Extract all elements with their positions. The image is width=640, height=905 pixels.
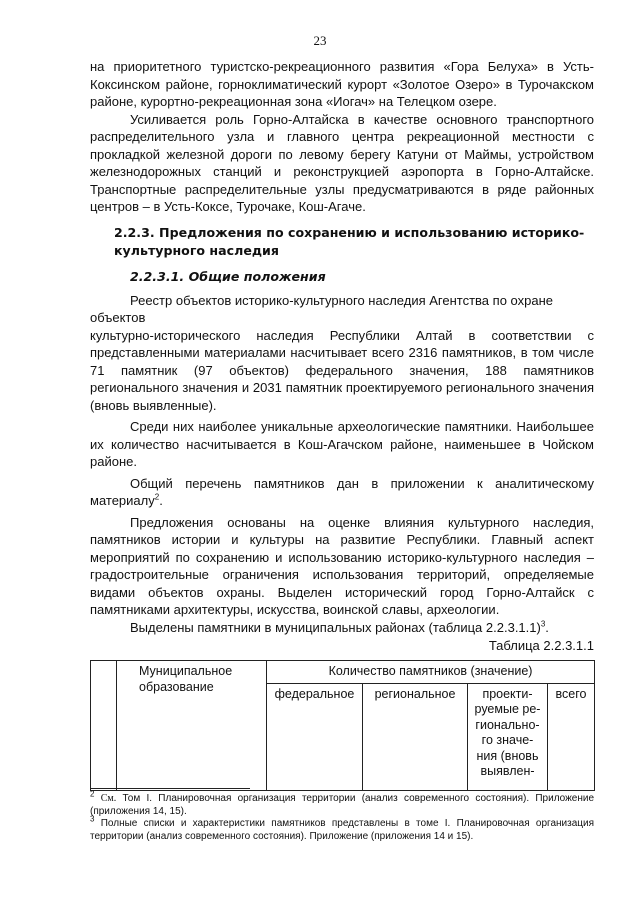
- footnote-3-text: Полные списки и характеристики памятников представлены в томе I. Планировочная организация территории (анализ современного состояния). Приложение (приложения 14 и 15).: [90, 818, 594, 842]
- paragraph-archaeology: Среди них наиболее уникальные археологические памятники. Наибольшее их количество насчитывается в Кош-Агачском районе, наименьшее в Чойском районе.: [90, 419, 594, 469]
- monuments-table: [90, 660, 595, 791]
- table-header-regional: региональное: [363, 683, 468, 790]
- footnote-mark-2: 2: [90, 789, 95, 799]
- section-heading: 2.2.3. Предложения по сохранению и использованию историко-культурного наследия: [114, 224, 585, 258]
- paragraph-general-list: [90, 475, 594, 510]
- registry-line-1: Реестр объектов историко-культурного наследия Агентства по охране объектов: [90, 292, 553, 325]
- paragraph-top-2: Усиливается роль Горно-Алтайска в качестве основного транспортного распределительного узла и главного центра рекреационной местности с прокладкой железной дороги по левому берегу Катуни от Маймы, устройством железнодорожных станций и реконструкцией аэропорта в Горно-Алтайске. Транспортные распределительные узлы предусматриваются в ряде районных центров – в Усть-Коксе, Турочаке, Кош-Агаче.: [90, 111, 594, 214]
- footnote-2: [90, 789, 595, 818]
- footnote-divider: [90, 788, 250, 789]
- footnote-ref-2: 2: [154, 492, 160, 502]
- table-header-federal: федеральное: [267, 683, 363, 790]
- table-cell-number: [91, 661, 117, 791]
- table-header-total: всего: [548, 683, 595, 790]
- selected-text: Выделены памятники в муниципальных районах (таблица 2.2.3.1.1): [130, 619, 541, 635]
- footnote-2-text: Том I. Планировочная организация территории (анализ современного состояния). Приложение (приложения 14, 15).: [90, 793, 595, 817]
- subsection-heading: 2.2.3.1. Общие положения: [130, 268, 326, 284]
- paragraph-proposals: Предложения основаны на оценке влияния культурного наследия, памятников истории и культуры на развитие Республики. Главный аспект мероприятий по сохранению и использованию историко-культурного наследия – градостроительные ограничения использования территорий, определяемые видами объектов охраны. Выделен исторический город Горно-Алтайск с памятниками архитектуры, искусства, воинской славы, археологии.: [90, 514, 594, 617]
- footnote-ref-3: 3: [540, 619, 546, 629]
- table-header-count-group: Количество памятников (значение): [267, 661, 595, 684]
- table-caption: Таблица 2.2.3.1.1: [488, 638, 594, 653]
- document-body: [90, 58, 594, 791]
- paragraph-top-1: на приоритетного туристско-рекреационного развития «Гора Белуха» в Усть-Коксинском районе, горноклиматический курорт «Золотое Озеро» в Турочакском районе, курортно-рекреационная зона «Иогач» на Телецком озере.: [90, 59, 594, 109]
- footnote-3: [90, 814, 594, 843]
- paragraph-selected: [90, 619, 594, 637]
- footnote-mark-3: 3: [90, 814, 95, 824]
- page-number: 23: [313, 33, 327, 48]
- general-list-end: .: [159, 493, 163, 508]
- selected-end: .: [545, 619, 549, 635]
- registry-line-2: культурно-исторического наследия Республики Алтай в соответствии с представленными материалами насчитывает всего 2316 памятников, в том числе 71 памятник (97 объектов) федерального значения, 188 памятников регионального значения и 2031 памятник проектируемого регионального значения (вновь выявленные).: [90, 327, 594, 413]
- footnote-2-lead: См.: [100, 793, 117, 804]
- table-header-municipality: Муниципальное образование: [117, 661, 267, 791]
- table-header-row-1: [91, 661, 595, 684]
- general-list-text: Общий перечень памятников дан в приложении к аналитическому материалу: [90, 475, 594, 508]
- footnotes: [90, 788, 594, 843]
- table-header-projected: проекти-руемые ре-гионально-го значе-ния (вновь выявлен-: [468, 683, 548, 790]
